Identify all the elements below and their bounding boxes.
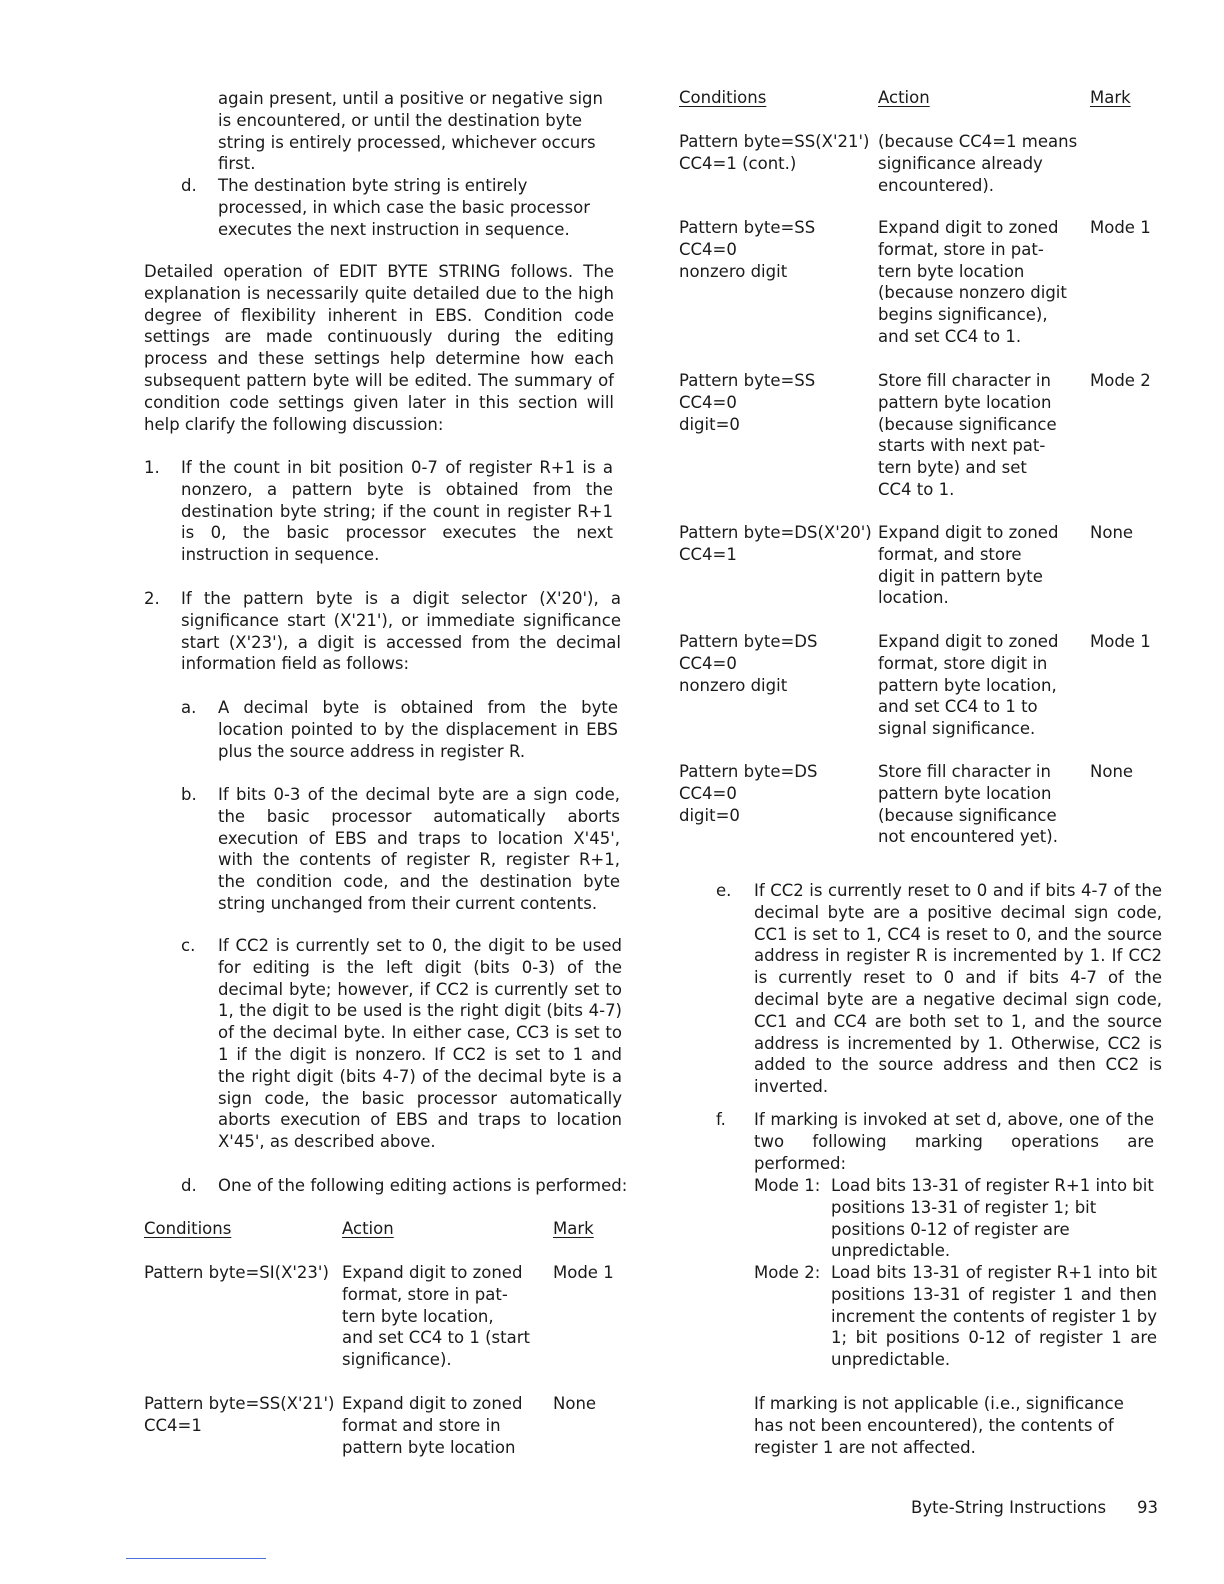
paragraph-c-tail: again present, until a positive or negative sign is encountered, or until the destination byte string is entirely processed, whichever occurs first. [218, 89, 603, 174]
list-label-b: b. [181, 785, 197, 804]
table-row-mark: Mode 1 [1090, 632, 1151, 651]
right-table-header-action: Action [878, 88, 930, 107]
table-row-mark: None [1090, 523, 1134, 542]
table-row-action: Store fill character in pattern byte location (because significance not encountered yet). [878, 762, 1058, 847]
table-row-mark: Mode 2 [1090, 371, 1151, 390]
table-row-conditions: Pattern byte=SS(X'21') CC4=1 (cont.) [679, 132, 870, 173]
list-label-1: 1. [144, 458, 160, 477]
page-number: 93 [1137, 1498, 1158, 1517]
table-row-conditions: Pattern byte=SS CC4=0 digit=0 [679, 371, 816, 434]
list-label-e: e. [716, 881, 732, 900]
table-row-conditions: Pattern byte=DS CC4=0 nonzero digit [679, 632, 818, 695]
mode2-label: Mode 2: [754, 1263, 821, 1282]
left-table-header-conditions: Conditions [144, 1219, 232, 1238]
list-item-a: A decimal byte is obtained from the byte location pointed to by the displacement in EBS plus the source address in register R. [218, 698, 618, 761]
table-row-conditions: Pattern byte=DS(X'20') CC4=1 [679, 523, 872, 564]
closing-paragraph: If marking is not applicable (i.e., significance has not been encountered), the contents of register 1 are not affected. [754, 1394, 1124, 1457]
table-row-action: Expand digit to zoned format, store in pat- tern byte location, and set CC4 to 1 (start significance). [342, 1263, 530, 1370]
table-row-action: Expand digit to zoned format, store in pat- tern byte location (because nonzero digit begins significance), and set CC4 to 1. [878, 218, 1067, 346]
mode2-text: Load bits 13-31 of register R+1 into bit positions 13-31 of register 1 and then increment the contents of register 1 by 1; bit positions 0-12 of register 1 are unpredictable. [831, 1263, 1157, 1370]
paragraph-d: The destination byte string is entirely processed, in which case the basic processor executes the next instruction in sequence. [218, 176, 590, 239]
table-row-mark: Mode 1 [553, 1263, 614, 1282]
list-label-d2: d. [181, 1176, 197, 1195]
left-table-header-action: Action [342, 1219, 394, 1238]
list-label-c: c. [181, 936, 196, 955]
footer-section-title: Byte-String Instructions [911, 1498, 1107, 1517]
list-item-2: If the pattern byte is a digit selector (X'20'), a significance start (X'21'), or immediate significance start (X'23'), a digit is accessed from the decimal information field as follows: [181, 589, 621, 674]
table-row-action: Store fill character in pattern byte location (because significance starts with next pat- tern byte) and set CC4 to 1. [878, 371, 1057, 499]
bottom-rule [126, 1558, 266, 1559]
table-row-mark: None [553, 1394, 597, 1413]
table-row-mark: Mode 1 [1090, 218, 1151, 237]
table-row-action: Expand digit to zoned format and store in pattern byte location [342, 1394, 523, 1457]
list-label-d: d. [181, 176, 197, 195]
list-item-f: If marking is invoked at set d, above, one of the two following marking operations are performed: [754, 1110, 1154, 1173]
table-row-conditions: Pattern byte=DS CC4=0 digit=0 [679, 762, 818, 825]
table-row-conditions: Pattern byte=SI(X'23') [144, 1263, 329, 1282]
list-label-a: a. [181, 698, 197, 717]
list-item-1: If the count in bit position 0-7 of register R+1 is a nonzero, a pattern byte is obtained from the destination byte string; if the count in register R+1 is 0, the basic processor executes the next instruction in sequence. [181, 458, 613, 565]
list-item-d2: One of the following editing actions is performed: [218, 1176, 628, 1195]
right-table-header-mark: Mark [1090, 88, 1131, 107]
table-row-action: Expand digit to zoned format, and store digit in pattern byte location. [878, 523, 1059, 608]
list-item-e: If CC2 is currently reset to 0 and if bits 4-7 of the decimal byte are a positive decimal sign code, CC1 is set to 1, CC4 is reset to 0, and the source address in register R is incremented by 1. If CC2 is currently reset to 0 and if bits 4-7 of the decimal byte are a negative decimal sign code, CC1 and CC4 are both set to 1, and the source address is incremented by 1. Otherwise, CC2 is added to the source address and then CC2 is inverted. [754, 881, 1162, 1097]
left-table-header-mark: Mark [553, 1219, 594, 1238]
list-item-b: If bits 0-3 of the decimal byte are a sign code, the basic processor automatically aborts execution of EBS and traps to location X'45', with the contents of register R, register R+1, the condition code, and the destination byte string unchanged from their current contents. [218, 785, 620, 913]
mode1-text: Load bits 13-31 of register R+1 into bit positions 13-31 of register 1; bit positions 0-12 of register are unpredictable. [831, 1176, 1154, 1261]
table-row-action: Expand digit to zoned format, store digit in pattern byte location, and set CC4 to 1 to signal significance. [878, 632, 1059, 739]
mode1-label: Mode 1: [754, 1176, 821, 1195]
list-label-2: 2. [144, 589, 160, 608]
right-table-header-conditions: Conditions [679, 88, 767, 107]
table-row-conditions: Pattern byte=SS(X'21') CC4=1 [144, 1394, 335, 1435]
table-row-mark: None [1090, 762, 1134, 781]
table-row-conditions: Pattern byte=SS CC4=0 nonzero digit [679, 218, 816, 281]
list-item-c: If CC2 is currently set to 0, the digit to be used for editing is the left digit (bits 0-3) of the decimal byte; however, if CC2 is currently set to 1, the digit to be used is the right digit (bits 4-7) of the decimal byte. In either case, CC3 is set to 1 if the digit is nonzero. If CC2 is set to 1 and the right digit (bits 4-7) of the decimal byte is a sign code, the basic processor automatically aborts execution of EBS and traps to location X'45', as described above. [218, 936, 622, 1152]
list-label-f: f. [716, 1110, 726, 1129]
table-row-action: (because CC4=1 means significance already encountered). [878, 132, 1078, 195]
intro-paragraph: Detailed operation of EDIT BYTE STRING follows. The explanation is necessarily quite detailed due to the high degree of flexibility inherent in EBS. Condition code settings are made continuously during the editing process and these settings help determine how each subsequent pattern byte will be edited. The summary of condition code settings given later in this section will help clarify the following discussion: [144, 262, 614, 434]
